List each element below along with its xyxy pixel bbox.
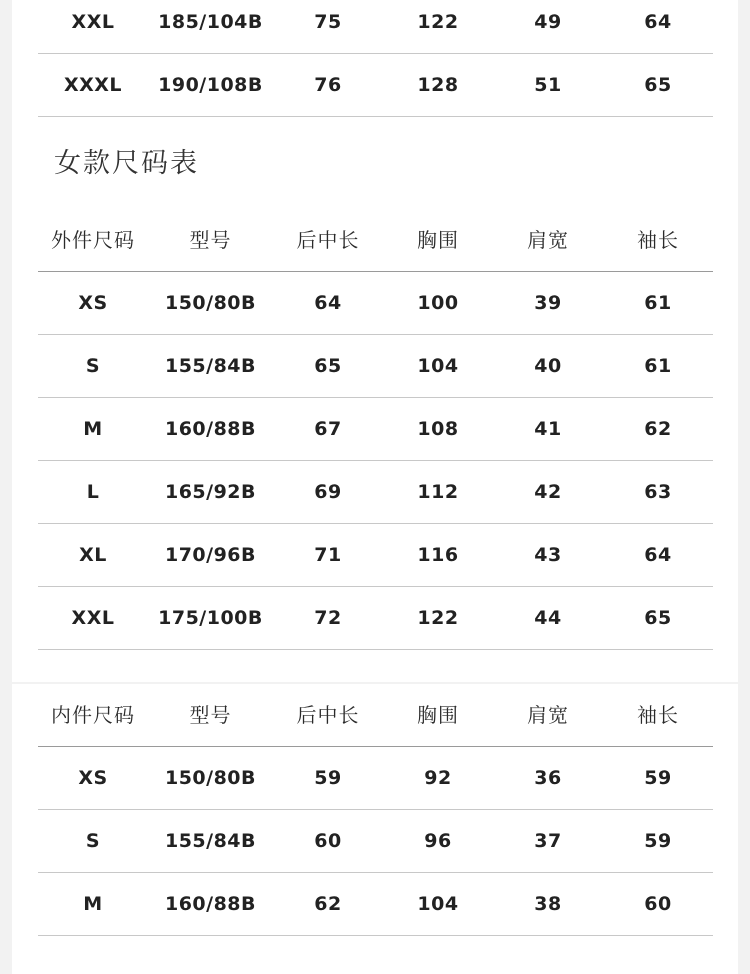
table-row (38, 873, 713, 936)
table-cell: 108 (417, 418, 459, 440)
table-cell: 160/88B (164, 893, 257, 915)
table-row (38, 810, 713, 873)
column-header: 后中长 (296, 228, 360, 252)
column-header: 型号 (189, 228, 232, 252)
table-row (38, 524, 713, 587)
table-cell: 38 (534, 893, 562, 915)
table-cell: M (83, 418, 103, 440)
table-cell: XS (78, 767, 108, 789)
table-cell: 61 (644, 355, 672, 377)
table-cell: 65 (644, 74, 672, 96)
table-cell: 60 (314, 830, 342, 852)
table-cell: XXL (71, 11, 115, 33)
table-cell: 59 (644, 830, 672, 852)
table-cell: 41 (534, 418, 562, 440)
table-cell: 44 (534, 607, 562, 629)
column-header: 肩宽 (527, 703, 569, 727)
table-cell: 112 (417, 481, 459, 503)
table-cell: 75 (314, 11, 342, 33)
table-cell: 185/104B (158, 11, 263, 33)
column-header: 肩宽 (527, 228, 569, 252)
column-header: 袖长 (637, 703, 679, 727)
table-cell: 104 (417, 355, 459, 377)
table-cell: 65 (644, 607, 672, 629)
table-cell: 67 (314, 418, 342, 440)
size-chart-card-inner (12, 684, 738, 974)
table-cell: 51 (534, 74, 562, 96)
table-cell: 96 (424, 830, 452, 852)
table-cell: 150/80B (164, 767, 257, 789)
table-cell: 165/92B (164, 481, 257, 503)
column-header: 胸围 (417, 228, 459, 252)
table-cell: 59 (314, 767, 342, 789)
table-cell: 122 (417, 607, 459, 629)
table-cell: 64 (644, 11, 672, 33)
table-cell: 170/96B (164, 544, 257, 566)
table-cell: 104 (417, 893, 459, 915)
table-header-row (38, 209, 713, 272)
table-row (38, 747, 713, 810)
table-cell: 116 (417, 544, 459, 566)
table-cell: 155/84B (164, 355, 257, 377)
table-cell: 63 (644, 481, 672, 503)
table-cell: 69 (314, 481, 342, 503)
table-cell: 175/100B (158, 607, 263, 629)
table-row (38, 335, 713, 398)
table-cell: 62 (314, 893, 342, 915)
table-row (38, 0, 713, 54)
table-cell: 62 (644, 418, 672, 440)
table-cell: 49 (534, 11, 562, 33)
column-header: 外件尺码 (51, 228, 135, 252)
size-chart-card (12, 0, 738, 682)
table-cell: 92 (424, 767, 452, 789)
table-cell: 40 (534, 355, 562, 377)
table-row (38, 461, 713, 524)
table-cell: XXXL (63, 74, 123, 96)
table-cell: 65 (314, 355, 342, 377)
table-cell: S (85, 830, 101, 852)
table-cell: 64 (644, 544, 672, 566)
table-cell: 39 (534, 292, 562, 314)
table-cell: 72 (314, 607, 342, 629)
table-cell: 100 (417, 292, 459, 314)
table-cell: XXL (71, 607, 115, 629)
table-cell: 42 (534, 481, 562, 503)
table-row (38, 54, 713, 117)
table-cell: S (85, 355, 101, 377)
table-cell: L (86, 481, 100, 503)
table-cell: M (83, 893, 103, 915)
table-cell: XL (79, 544, 107, 566)
table-cell: 36 (534, 767, 562, 789)
column-header: 型号 (189, 703, 232, 727)
section-title-women: 女款尺码表 (54, 148, 199, 179)
table-row (38, 587, 713, 650)
table-cell: 64 (314, 292, 342, 314)
table-cell: 59 (644, 767, 672, 789)
table-cell: 37 (534, 830, 562, 852)
table-cell: 150/80B (164, 292, 257, 314)
table-cell: 128 (417, 74, 459, 96)
table-row (38, 398, 713, 461)
table-cell: 190/108B (158, 74, 263, 96)
table-cell: 122 (417, 11, 459, 33)
table-header-row (38, 684, 713, 747)
column-header: 内件尺码 (51, 703, 135, 727)
table-cell: 61 (644, 292, 672, 314)
table-row (38, 272, 713, 335)
column-header: 后中长 (296, 703, 360, 727)
table-cell: 76 (314, 74, 342, 96)
column-header: 胸围 (417, 703, 459, 727)
table-cell: 155/84B (164, 830, 257, 852)
table-cell: XS (78, 292, 108, 314)
table-cell: 71 (314, 544, 342, 566)
table-cell: 43 (534, 544, 562, 566)
column-header: 袖长 (637, 228, 679, 252)
table-cell: 60 (644, 893, 672, 915)
table-cell: 160/88B (164, 418, 257, 440)
